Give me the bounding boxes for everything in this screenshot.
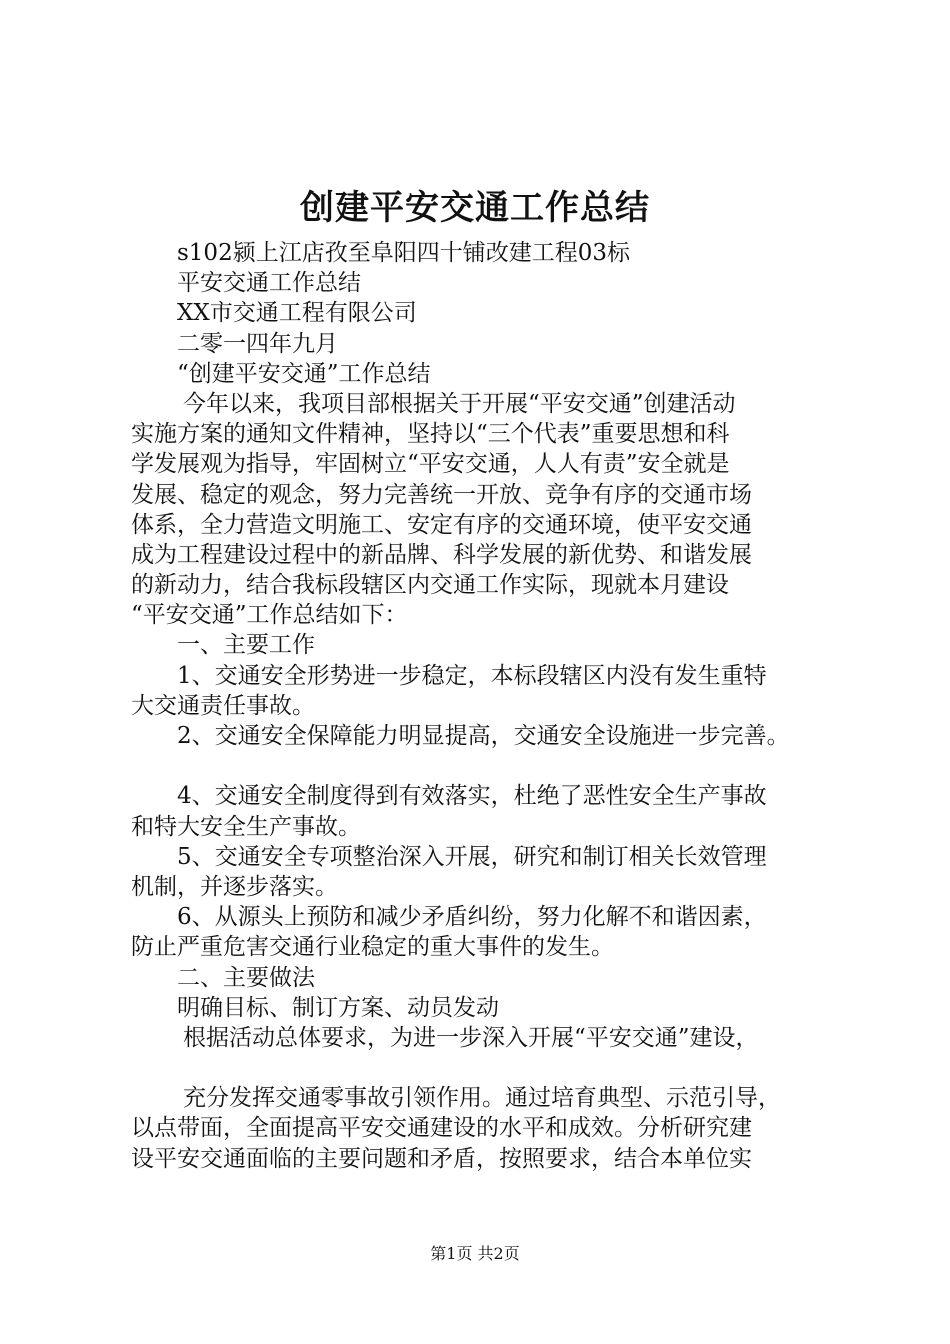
text-line: 防止严重危害交通行业稳定的重大事件的发生。 (131, 934, 614, 961)
text-line: 根据活动总体要求，为进一步深入开展“平安交通”建设， (183, 1024, 759, 1051)
text-line: 4、交通安全制度得到有效落实，杜绝了恶性安全生产事故 (177, 783, 767, 810)
text-line: 充分发挥交通零事故引领作用。通过培育典型、示范引导， (183, 1085, 781, 1112)
page-footer: 第1页 共2页 (430, 1244, 520, 1263)
blank-line (131, 751, 841, 781)
text-line: 机制，并逐步落实。 (131, 873, 338, 900)
text-line: 5、交通安全专项整治深入开展，研究和制订相关长效管理 (177, 843, 767, 870)
text-line: 6、从源头上预防和减少矛盾纠纷，努力化解不和谐因素， (177, 904, 767, 931)
text-line: 1、交通安全形势进一步稳定，本标段辖区内没有发生重特 (177, 662, 767, 689)
document-title: 创建平安交通工作总结 (300, 188, 650, 228)
text-line: s102颍上江店孜至阜阳四十铺改建工程03标 (177, 240, 630, 266)
text-line: 以点带面，全面提高平安交通建设的水平和成效。分析研究建 (131, 1115, 752, 1142)
text-line: 和特大安全生产事故。 (131, 813, 361, 840)
text-line: 今年以来，我项目部根据关于开展“平安交通”创建活动 (183, 390, 736, 417)
text-line: 二零一四年九月 (177, 330, 338, 357)
section-heading: 二、主要做法 (177, 964, 315, 991)
text-line: 平安交通工作总结 (177, 270, 361, 297)
text-line: 体系，全力营造文明施工、安定有序的交通环境，使平安交通 (131, 511, 752, 538)
text-line: 的新动力，结合我标段辖区内交通工作实际，现就本月建设 (131, 572, 729, 599)
text-line: XX市交通工程有限公司 (177, 300, 417, 327)
text-line: 明确目标、制订方案、动员发动 (177, 994, 499, 1021)
text-line: 成为工程建设过程中的新品牌、科学发展的新优势、和谐发展 (131, 541, 752, 568)
text-line: 实施方案的通知文件精神，坚持以“三个代表”重要思想和科 (131, 421, 730, 448)
document-body (131, 238, 841, 1174)
text-line: 学发展观为指导，牢固树立“平安交通，人人有责”安全就是 (131, 451, 730, 478)
text-line: 设平安交通面临的主要问题和矛盾，按照要求，结合本单位实 (131, 1145, 752, 1172)
text-line: 大交通责任事故。 (131, 692, 315, 719)
text-line: 发展、稳定的观念，努力完善统一开放、竞争有序的交通市场 (131, 481, 752, 508)
blank-line (131, 1053, 841, 1083)
text-line: 2、交通安全保障能力明显提高，交通安全设施进一步完善。 (177, 723, 790, 749)
section-heading: 一、主要工作 (177, 632, 315, 659)
text-line: “创建平安交通”工作总结 (177, 360, 431, 387)
text-line: “平安交通”工作总结如下： (131, 602, 408, 629)
